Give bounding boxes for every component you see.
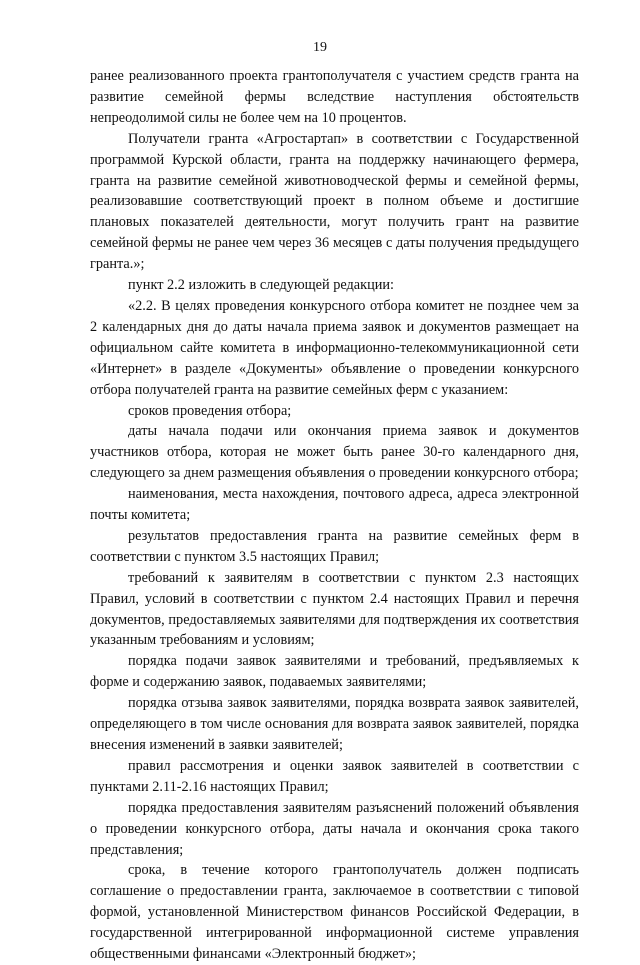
paragraph: Получатели гранта «Агростартап» в соответствии с Государственной программой Курской области, гранта на поддержку начинающего фермера, гранта на развитие семейной животноводческой фермы и семейной фермы, реализовавшие соответствующий проект в полном объеме и достигшие плановых показателей деятельности, могут получить грант на развитие семейной фермы не ранее чем через 36 месяцев с даты получения предыдущего гранта.»;	[90, 130, 579, 273]
paragraph: порядка подачи заявок заявителями и требований, предъявляемых к форме и содержанию заявок, подаваемых заявителями;	[90, 653, 579, 691]
paragraph: наименования, места нахождения, почтового адреса, адреса электронной почты комитета;	[90, 486, 579, 524]
document-body	[90, 66, 579, 965]
paragraph: даты начала подачи или окончания приема заявок и документов участников отбора, которая не может быть ранее 30-го календарного дня, следующего за днем размещения объявления о проведении конкурсного отбора;	[90, 423, 579, 482]
paragraph: сроков проведения отбора;	[128, 402, 292, 419]
page-number: 19	[313, 40, 327, 55]
paragraph: требований к заявителям в соответствии с пунктом 2.3 настоящих Правил, условий в соответствии с пунктом 2.4 настоящих Правил и перечня документов, предоставляемых заявителями для подтверждения их соответствия указанным требованиям и условиям;	[90, 569, 579, 649]
paragraph: порядка предоставления заявителям разъяснений положений объявления о проведении конкурсного отбора, даты начала и окончания срока такого представления;	[90, 799, 579, 858]
paragraph: ранее реализованного проекта грантополучателя с участием средств гранта на развитие семейной фермы вследствие наступления обстоятельств непреодолимой силы не более чем на 10 процентов.	[90, 68, 579, 126]
paragraph: срока, в течение которого грантополучатель должен подписать соглашение о предоставлении гранта, заключаемое в соответствии с типовой формой, установленной Министерством финансов Российской Федерации, в государственной интегрированной информационной системе управления общественными финансами «Электронный бюджет»;	[90, 862, 579, 963]
paragraph: пункт 2.2 изложить в следующей редакции:	[128, 277, 395, 294]
paragraph: результатов предоставления гранта на развитие семейных ферм в соответствии с пунктом 3.5 настоящих Правил;	[90, 527, 579, 565]
paragraph: порядка отзыва заявок заявителями, порядка возврата заявок заявителей, определяющего в том числе основания для возврата заявок заявителей, порядка внесения изменений в заявки заявителей;	[90, 695, 579, 753]
paragraph: правил рассмотрения и оценки заявок заявителей в соответствии с пунктами 2.11-2.16 настоящих Правил;	[90, 757, 579, 795]
paragraph: «2.2. В целях проведения конкурсного отбора комитет не позднее чем за 2 календарных дня до даты начала приема заявок и документов размещает на официальном сайте комитета в информационно-телекоммуникационной сети «Интернет» в разделе «Документы» объявление о проведении конкурсного отбора получателей гранта на развитие семейных ферм с указанием:	[90, 297, 579, 398]
